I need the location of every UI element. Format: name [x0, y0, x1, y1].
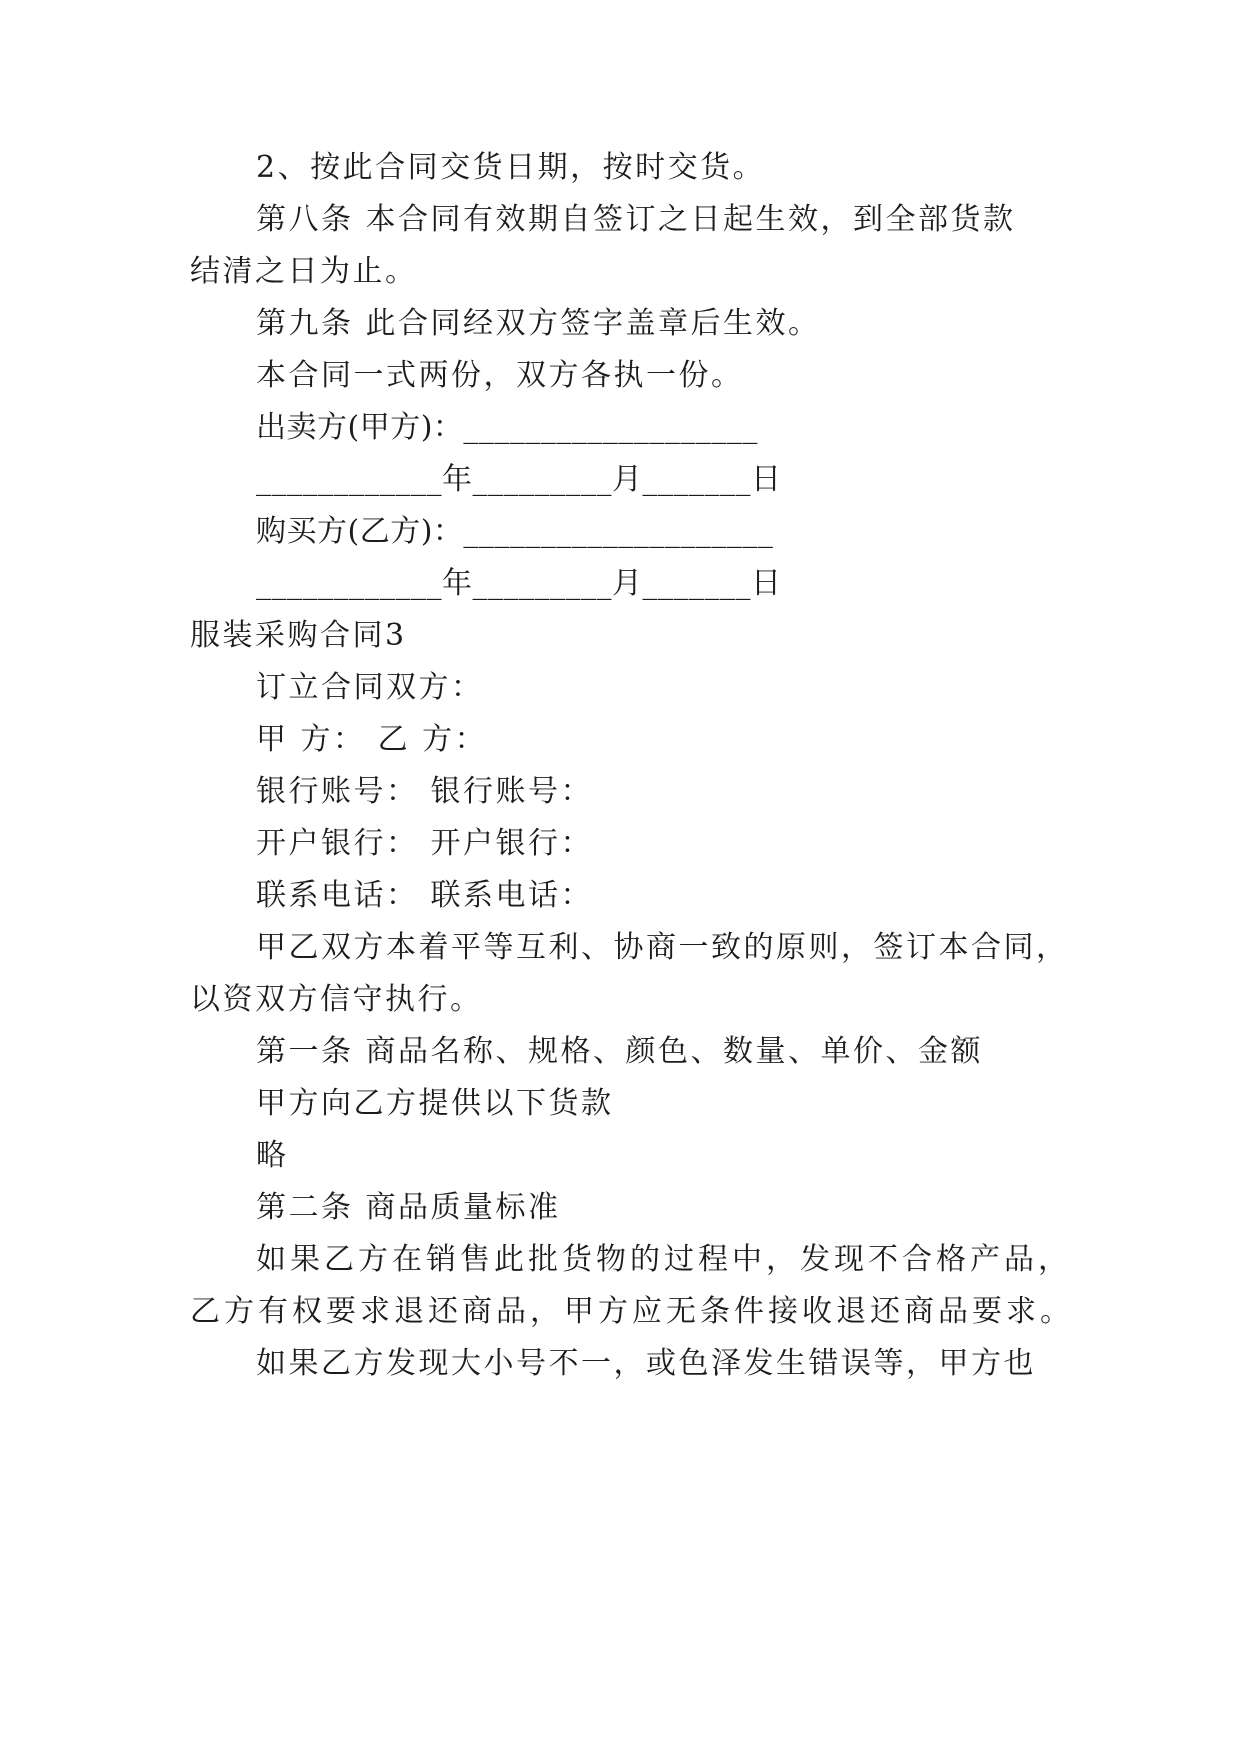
article-9: 第九条 此合同经双方签字盖章后生效。	[256, 306, 821, 341]
bank-account-fields: 银行账号： 银行账号：	[256, 774, 594, 809]
opening-bank-fields: 开户银行： 开户银行：	[256, 826, 594, 861]
party-names: 甲 方： 乙 方：	[256, 722, 488, 757]
copies-statement: 本合同一式两份，双方各执一份。	[256, 358, 744, 393]
article-8-line-2: 结清之日为止。	[190, 254, 418, 289]
article-8-line-1: 第八条 本合同有效期自签订之日起生效，到全部货款	[256, 202, 1016, 237]
phone-fields: 联系电话： 联系电话：	[256, 878, 594, 913]
seller-signature-line: 出卖方(甲方)：___________________	[256, 410, 758, 445]
article-2-para-2-line-1: 如果乙方发现大小号不一，或色泽发生错误等，甲方也	[256, 1346, 1036, 1381]
article-1-heading: 第一条 商品名称、规格、颜色、数量、单价、金额	[256, 1034, 984, 1069]
article-1-body: 甲方向乙方提供以下货款	[256, 1086, 614, 1121]
preamble-line-1: 甲乙双方本着平等互利、协商一致的原则，签订本合同，	[256, 930, 1069, 965]
article-2-heading: 第二条 商品质量标准	[256, 1190, 561, 1225]
buyer-date-line: ____________年_________月_______日	[256, 566, 782, 601]
buyer-signature-line: 购买方(乙方)：____________________	[256, 514, 774, 549]
article-2-para-1-line-1: 如果乙方在销售此批货物的过程中，发现不合格产品，	[256, 1242, 1072, 1277]
contract-title: 服装采购合同3	[190, 618, 407, 653]
parties-heading: 订立合同双方：	[256, 670, 484, 705]
preamble-line-2: 以资双方信守执行。	[190, 982, 483, 1017]
article-2-para-1-line-2: 乙方有权要求退还商品，甲方应无条件接收退还商品要求。	[190, 1294, 1074, 1329]
seller-date-line: ____________年_________月_______日	[256, 462, 782, 497]
omitted-marker: 略	[256, 1138, 289, 1173]
clause-delivery-on-time: 2、按此合同交货日期，按时交货。	[256, 150, 766, 185]
